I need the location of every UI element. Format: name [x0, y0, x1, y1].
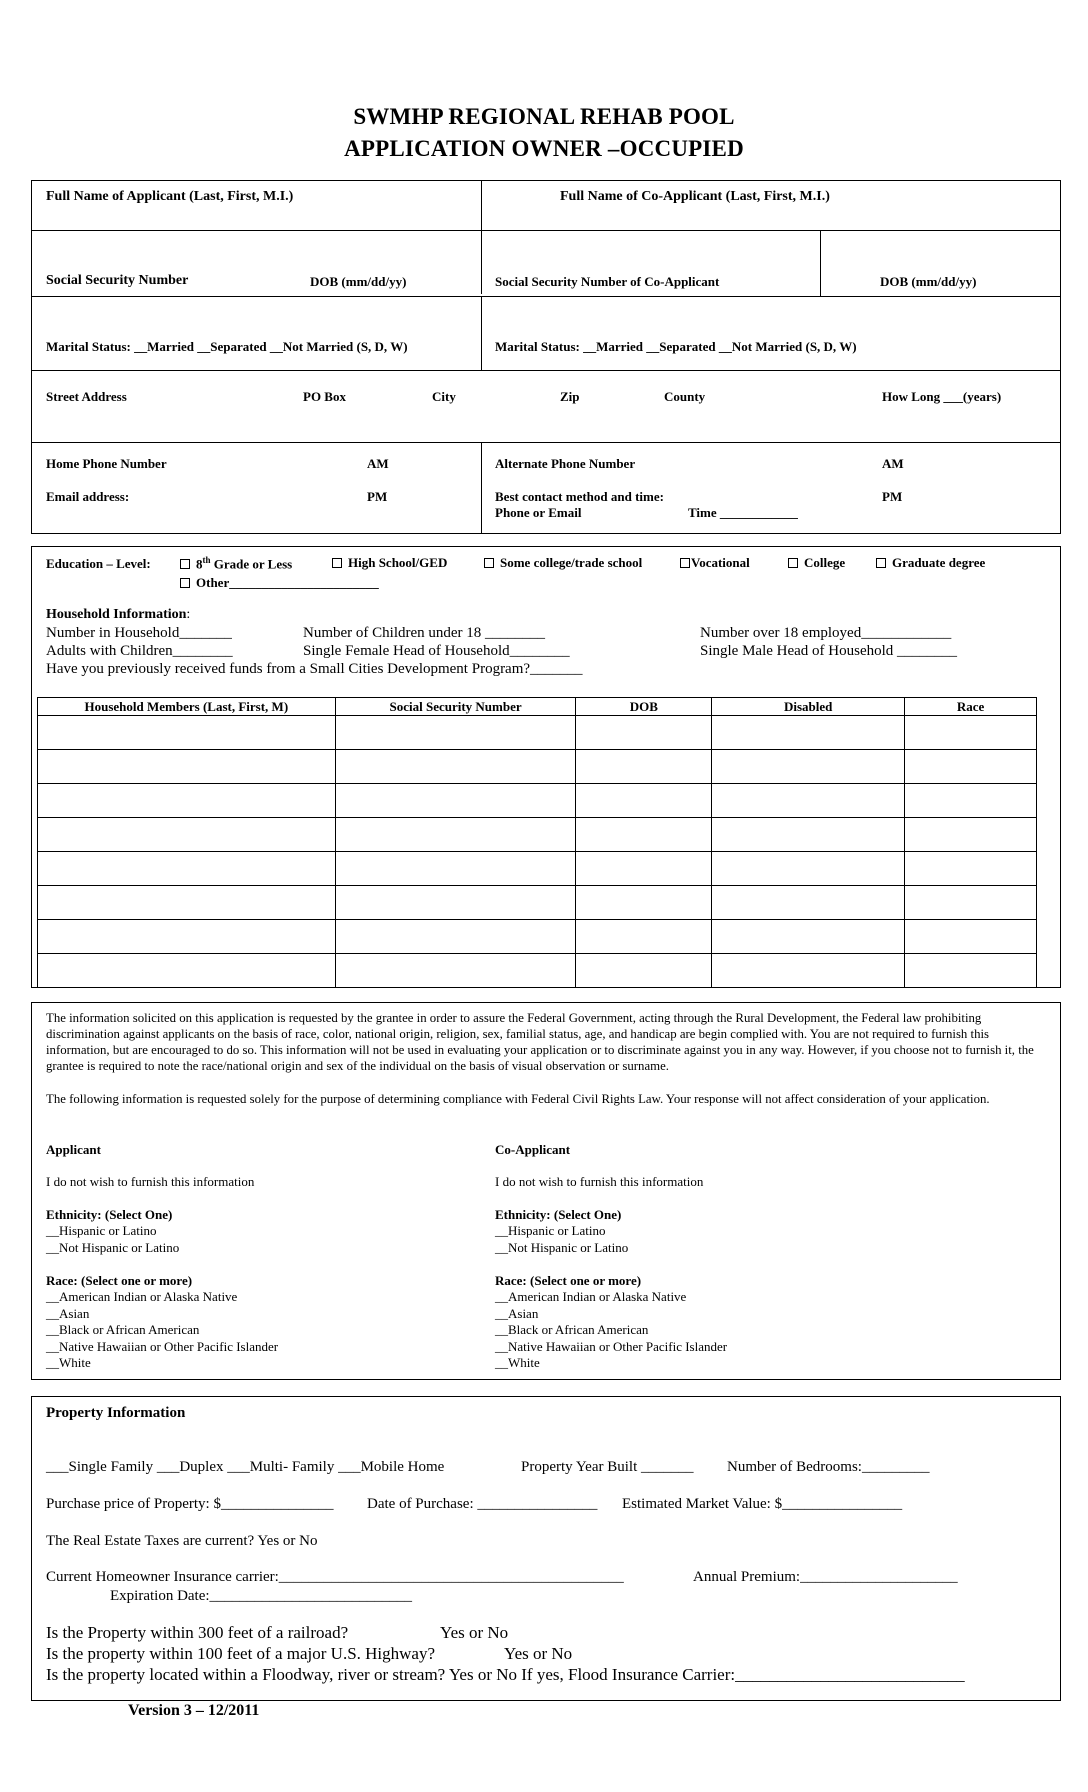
household-heading-colon: : [186, 607, 191, 622]
table-cell[interactable] [712, 716, 905, 750]
table-cell[interactable] [335, 852, 576, 886]
table-cell[interactable] [335, 784, 576, 818]
race-option[interactable]: __Asian [495, 1305, 539, 1321]
table-cell[interactable] [576, 852, 712, 886]
checkbox-icon[interactable] [876, 558, 886, 568]
co-applicant-race-options [495, 1289, 727, 1372]
table-cell[interactable] [38, 852, 336, 886]
applicant-race-label: Race: (Select one or more) [46, 1273, 193, 1288]
zip-field[interactable]: Zip [560, 389, 580, 404]
table-row [38, 954, 1037, 988]
table-cell[interactable] [335, 886, 576, 920]
table-cell[interactable] [905, 784, 1037, 818]
civil-rights-notice: The information solicited on this application is requested by the grantee in order to assure the Federal Government, acting through the Rural Development, the Federal law prohibiting discrimination against applicants on the basis of race, color, national origin, religion, sex, familial status, age, and handicap are begin complied with. You are not required to furnish this information, but are encouraged to do so. This information will not be used in evaluating your application or to discriminate against you in any way. However, if you choose not to furnish it, the grantee is required to note the race/national origin and sex of the individual on the basis of visual observation or surname. [46, 1011, 1034, 1073]
applicant-dob-field[interactable]: DOB (mm/dd/yy) [310, 274, 407, 289]
contact-time-field[interactable]: Time ____________ [688, 505, 798, 520]
table-cell[interactable] [712, 852, 905, 886]
co-applicant-ethnicity-label: Ethnicity: (Select One) [495, 1207, 622, 1222]
adults-with-children[interactable]: Adults with Children________ [46, 643, 233, 659]
race-option[interactable]: __White [46, 1355, 91, 1370]
property-type-options[interactable]: ___Single Family ___Duplex ___Multi- Family ___Mobile Home [46, 1459, 445, 1475]
form-title-line2: APPLICATION OWNER –OCCUPIED [344, 136, 744, 161]
table-cell[interactable] [38, 716, 336, 750]
table-cell[interactable] [335, 920, 576, 954]
best-contact-pm: PM [882, 489, 903, 504]
education-option-label: Other_______________________ [196, 575, 379, 590]
column-header: Race [905, 698, 1037, 716]
table-cell[interactable] [905, 750, 1037, 784]
race-option[interactable]: __Black or African American [495, 1322, 649, 1337]
education-option-somecollege[interactable] [484, 555, 642, 571]
table-cell[interactable] [335, 954, 576, 988]
race-option[interactable]: __Native Hawaiian or Other Pacific Islander [495, 1338, 728, 1354]
table-row [38, 716, 1037, 750]
estimated-market-value[interactable]: Estimated Market Value: $________________ [622, 1496, 903, 1512]
table-cell[interactable] [576, 716, 712, 750]
table-cell[interactable] [576, 818, 712, 852]
children-under-18[interactable]: Number of Children under 18 ________ [303, 625, 546, 641]
race-option[interactable]: __Native Hawaiian or Other Pacific Islander [46, 1338, 279, 1354]
alternate-phone-field[interactable]: Alternate Phone Number [495, 456, 636, 471]
column-header: Disabled [712, 698, 905, 716]
table-cell[interactable] [905, 886, 1037, 920]
applicant-ssn-field[interactable]: Social Security Number [46, 273, 189, 288]
ethnicity-option[interactable]: __Not Hispanic or Latino [495, 1239, 629, 1255]
table-cell[interactable] [905, 920, 1037, 954]
applicant-heading: Applicant [46, 1142, 101, 1157]
table-cell[interactable] [905, 954, 1037, 988]
table-cell[interactable] [712, 920, 905, 954]
applicant-ethnicity-options [46, 1223, 179, 1256]
number-of-bedrooms[interactable]: Number of Bedrooms:_________ [727, 1459, 930, 1475]
education-option-label: Some college/trade school [500, 555, 643, 570]
table-cell[interactable] [38, 784, 336, 818]
annual-premium[interactable]: Annual Premium:_____________________ [693, 1569, 958, 1585]
floodway-question[interactable]: Is the property located within a Floodway, river or stream? Yes or No If yes, Flood Insurance Carrier:___________________________ [46, 1665, 965, 1684]
race-option[interactable]: __American Indian or Alaska Native [46, 1289, 238, 1304]
checkbox-icon[interactable] [680, 558, 690, 568]
single-female-head[interactable]: Single Female Head of Household________ [303, 643, 570, 659]
table-row [38, 818, 1037, 852]
railroad-question: Is the Property within 300 feet of a railroad? [46, 1623, 349, 1642]
applicant-ethnicity-label: Ethnicity: (Select One) [46, 1207, 173, 1222]
highway-answer[interactable]: Yes or No [504, 1644, 573, 1663]
checkbox-icon[interactable] [332, 558, 342, 568]
table-cell[interactable] [576, 750, 712, 784]
taxes-current[interactable]: The Real Estate Taxes are current? Yes or No [46, 1533, 318, 1549]
po-box-field[interactable]: PO Box [303, 389, 346, 404]
table-cell[interactable] [335, 818, 576, 852]
date-of-purchase[interactable]: Date of Purchase: ________________ [367, 1496, 598, 1512]
over-18-employed[interactable]: Number over 18 employed____________ [700, 625, 952, 641]
race-option[interactable]: __Black or African American [46, 1322, 200, 1337]
education-option-college[interactable] [788, 555, 845, 571]
street-address-field[interactable]: Street Address [46, 389, 127, 404]
education-option-vocational[interactable] [680, 555, 750, 571]
table-cell[interactable] [576, 920, 712, 954]
table-cell[interactable] [38, 886, 336, 920]
co-applicant-name-field[interactable]: Full Name of Co-Applicant (Last, First, M.I.) [560, 189, 830, 204]
ethnicity-option[interactable]: __Not Hispanic or Latino [46, 1239, 180, 1255]
applicant-race-options [46, 1289, 278, 1372]
co-applicant-heading: Co-Applicant [495, 1142, 571, 1157]
education-option-label: High School/GED [348, 555, 448, 570]
county-field[interactable]: County [664, 389, 706, 404]
table-cell[interactable] [576, 954, 712, 988]
email-field[interactable]: Email address: [46, 489, 130, 504]
household-heading [46, 607, 190, 623]
how-long-field[interactable]: How Long ___(years) [882, 389, 1002, 404]
single-male-head[interactable]: Single Male Head of Household ________ [700, 643, 958, 659]
race-option[interactable]: __American Indian or Alaska Native [495, 1289, 687, 1304]
table-cell[interactable] [712, 886, 905, 920]
number-in-household[interactable]: Number in Household_______ [46, 625, 232, 641]
table-row [38, 784, 1037, 818]
co-applicant-dob-field[interactable]: DOB (mm/dd/yy) [880, 274, 977, 289]
co-applicant-race-label: Race: (Select one or more) [495, 1273, 642, 1288]
alternate-phone-am: AM [882, 456, 904, 471]
applicant-no-furnish[interactable]: I do not wish to furnish this information [46, 1174, 255, 1189]
table-cell[interactable] [38, 920, 336, 954]
home-phone-field[interactable]: Home Phone Number [46, 456, 167, 471]
version-footer: Version 3 – 12/2011 [128, 1702, 260, 1719]
education-option-label: Graduate degree [892, 555, 986, 570]
education-option-label: Vocational [691, 555, 750, 570]
table-cell[interactable] [712, 818, 905, 852]
applicant-info-section [31, 180, 1061, 534]
table-cell[interactable] [905, 716, 1037, 750]
education-option-label: College [804, 555, 846, 570]
table-cell[interactable] [905, 852, 1037, 886]
grade8-label: Grade or Less [210, 556, 293, 572]
co-applicant-ethnicity-options [495, 1223, 628, 1256]
education-label: Education – Level: [46, 556, 151, 571]
checkbox-icon[interactable] [180, 578, 190, 588]
best-contact-field[interactable]: Best contact method and time: [495, 489, 664, 504]
insurance-carrier[interactable]: Current Homeowner Insurance carrier:______________________________________________ [46, 1569, 624, 1585]
phone-or-email[interactable]: Phone or Email [495, 505, 582, 520]
purchase-price[interactable]: Purchase price of Property: $_______________ [46, 1496, 334, 1512]
email-pm: PM [367, 489, 388, 504]
form-title-line1: SWMHP REGIONAL REHAB POOL [353, 104, 735, 129]
column-header: Social Security Number [335, 698, 576, 716]
education-option-other[interactable] [180, 575, 379, 591]
co-applicant-marital-status[interactable]: Marital Status: __Married __Separated __Not Married (S, D, W) [495, 339, 857, 354]
table-cell[interactable] [712, 954, 905, 988]
table-cell[interactable] [576, 886, 712, 920]
applicant-marital-status[interactable]: Marital Status: __Married __Separated __Not Married (S, D, W) [46, 339, 408, 354]
table-row [38, 886, 1037, 920]
small-cities-question[interactable]: Have you previously received funds from a Small Cities Development Program?_______ [46, 661, 583, 677]
table-cell[interactable] [335, 750, 576, 784]
table-cell[interactable] [576, 784, 712, 818]
education-option-8th[interactable] [180, 555, 292, 572]
race-option[interactable]: __White [495, 1355, 540, 1370]
grade8-suffix: th [202, 555, 211, 565]
table-cell[interactable] [712, 750, 905, 784]
co-applicant-no-furnish[interactable]: I do not wish to furnish this information [495, 1174, 704, 1189]
applicant-name-field[interactable]: Full Name of Applicant (Last, First, M.I.) [46, 189, 294, 204]
table-cell[interactable] [335, 716, 576, 750]
home-phone-am: AM [367, 456, 389, 471]
household-members-table [37, 697, 1037, 988]
co-applicant-ssn-field[interactable]: Social Security Number of Co-Applicant [495, 274, 720, 289]
table-row [38, 852, 1037, 886]
education-option-graduate[interactable] [876, 555, 985, 571]
table-row [38, 920, 1037, 954]
table-cell[interactable] [38, 750, 336, 784]
checkbox-icon[interactable] [788, 558, 798, 568]
table-cell[interactable] [38, 954, 336, 988]
city-field[interactable]: City [432, 389, 456, 404]
table-cell[interactable] [38, 818, 336, 852]
table-cell[interactable] [712, 784, 905, 818]
column-header: Household Members (Last, First, M) [38, 698, 336, 716]
railroad-answer[interactable]: Yes or No [440, 1623, 509, 1642]
checkbox-icon[interactable] [484, 558, 494, 568]
property-year-built[interactable]: Property Year Built _______ [521, 1459, 694, 1475]
education-option-highschool[interactable] [332, 555, 447, 571]
ethnicity-option[interactable]: __Hispanic or Latino [46, 1223, 157, 1238]
civil-rights-purpose: The following information is requested solely for the purpose of determining compliance with Federal Civil Rights Law. Your response will not affect consideration of your application. [46, 1092, 990, 1106]
highway-question: Is the property within 100 feet of a major U.S. Highway? [46, 1644, 436, 1663]
expiration-date[interactable]: Expiration Date:___________________________ [110, 1588, 413, 1604]
grade8-number: 8 [196, 556, 203, 572]
checkbox-icon[interactable] [180, 559, 190, 569]
property-heading: Property Information [46, 1405, 186, 1421]
table-row [38, 750, 1037, 784]
column-header: DOB [576, 698, 712, 716]
ethnicity-option[interactable]: __Hispanic or Latino [495, 1223, 606, 1238]
household-heading-text: Household Information [46, 607, 187, 622]
table-cell[interactable] [905, 818, 1037, 852]
race-option[interactable]: __Asian [46, 1305, 90, 1321]
